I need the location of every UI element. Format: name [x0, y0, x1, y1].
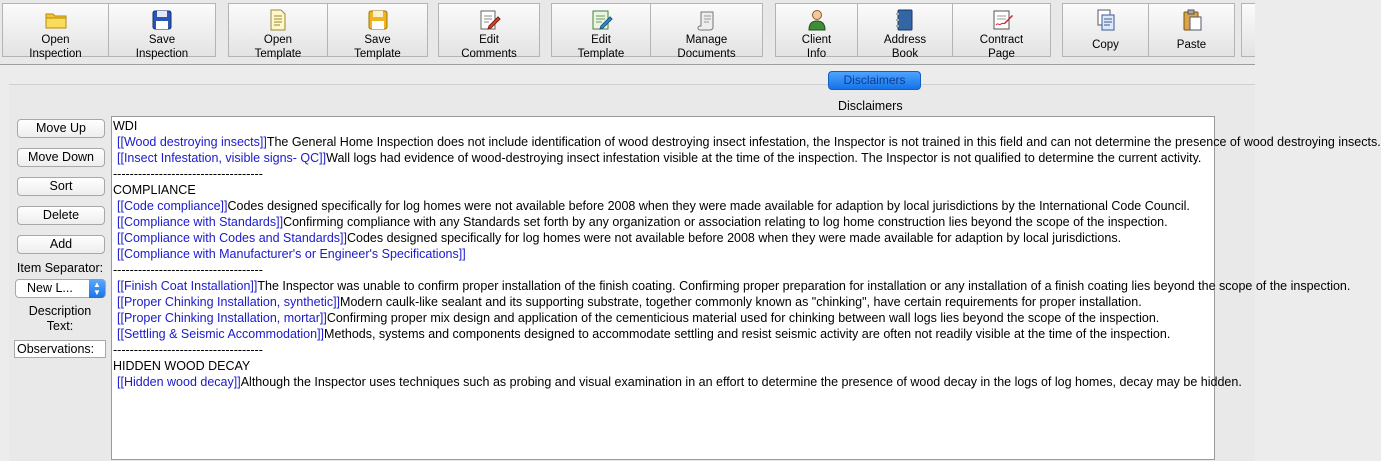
manage-documents-button[interactable]: Manage Documents	[651, 3, 763, 57]
section-header-line: HIDDEN WOOD DECAY	[113, 359, 251, 373]
disclaimer-text: Confirming proper mix design and application of the cementicious material used for chinking between wall logs lies beyond the scope of the inspection.	[326, 311, 1160, 325]
move-up-button[interactable]: Move Up	[17, 119, 105, 138]
toolbar-overflow-edge	[1241, 3, 1255, 57]
open-inspection-button[interactable]: Open Inspection	[2, 3, 109, 57]
panel-title: Disclaimers	[838, 99, 903, 113]
disclaimer-item-line	[117, 278, 1351, 294]
disclaimer-text: Although the Inspector uses techniques such as probing and visual examination in an effort to determine the presence of wood decay in the logs of log homes, decay may be hidden.	[240, 375, 1242, 389]
disclaimer-item-line	[117, 326, 1211, 342]
section-header-line: COMPLIANCE	[113, 183, 196, 197]
disclaimer-text: The Inspector was unable to confirm proper installation of the finish coating. Confirming proper preparation for installation or any installation of a finish coating lies beyond the scope of the inspection.	[257, 279, 1351, 293]
disclaimer-tag: [[Proper Chinking Installation, synthetic]]	[117, 295, 341, 309]
description-text-label: Description Text:	[28, 304, 92, 333]
disclaimer-item-line	[117, 230, 1211, 246]
disclaimer-tag: [[Insect Infestation, visible signs- QC]]	[117, 151, 327, 165]
disclaimer-text: Modern caulk-like sealant and its supporting substrate, together commonly known as "chinking", have certain requirements for proper installation.	[340, 295, 1142, 309]
disclaimer-tag: [[Wood destroying insects]]	[117, 135, 267, 149]
separator-line: ------------------------------------	[113, 263, 263, 277]
description-text-input[interactable]: Observations:	[14, 340, 106, 358]
paste-button[interactable]: Paste	[1149, 3, 1235, 57]
chevron-updown-icon: ▲ ▼	[89, 279, 105, 298]
contract-signature-icon	[990, 8, 1014, 32]
disclaimer-item-line	[117, 198, 1211, 214]
floppy-disk-yellow-icon	[366, 8, 390, 32]
save-template-button[interactable]: Save Template	[328, 3, 428, 57]
copy-button[interactable]: Copy	[1062, 3, 1149, 57]
client-info-button[interactable]: Client Info	[775, 3, 858, 57]
delete-button[interactable]: Delete	[17, 206, 105, 225]
section-header-line: WDI	[113, 119, 138, 133]
disclaimer-text: Codes designed specifically for log homes were not available before 2008 when they were made available for adaption by local jurisdictions by the International Code Council.	[227, 199, 1190, 213]
disclaimer-tag: [[Compliance with Manufacturer's or Engineer's Specifications]]	[117, 247, 466, 261]
add-button[interactable]: Add	[17, 235, 105, 254]
item-separator-label: Item Separator:	[16, 261, 104, 275]
edit-comments-button[interactable]: Edit Comments	[438, 3, 540, 57]
edit-template-icon	[589, 8, 613, 32]
disclaimer-item-line	[117, 134, 1381, 150]
person-icon	[805, 8, 829, 32]
folder-icon	[44, 8, 68, 32]
disclaimer-text: The General Home Inspection does not include identification of wood destroying insect infestation, the Inspector is not trained in this field and can not determine the presence of wood destroying insects.	[266, 135, 1381, 149]
separator-line: ------------------------------------	[113, 343, 263, 357]
address-book-icon	[893, 8, 917, 32]
separator-line: ------------------------------------	[113, 167, 263, 181]
disclaimer-tag: [[Compliance with Codes and Standards]]	[117, 231, 347, 245]
disclaimer-item-line	[117, 294, 1211, 310]
disclaimer-tag: [[Code compliance]]	[117, 199, 228, 213]
item-separator-select[interactable]	[15, 279, 106, 298]
edit-comments-icon	[477, 8, 501, 32]
copy-icon	[1094, 8, 1118, 32]
disclaimer-item-line	[117, 214, 1211, 230]
disclaimer-text: Wall logs had evidence of wood-destroying insect infestation visible at the time of the inspection. The Inspector is not qualified to determine the current activity.	[326, 151, 1202, 165]
contract-page-button[interactable]: Contract Page	[953, 3, 1051, 57]
disclaimer-tag: [[Compliance with Standards]]	[117, 215, 284, 229]
floppy-disk-icon	[150, 8, 174, 32]
disclaimer-item-line	[117, 374, 1242, 390]
disclaimer-tag: [[Finish Coat Installation]]	[117, 279, 258, 293]
sort-button[interactable]: Sort	[17, 177, 105, 196]
disclaimer-tag: [[Hidden wood decay]]	[117, 375, 241, 389]
address-book-button[interactable]: Address Book	[858, 3, 953, 57]
disclaimer-tag: [[Proper Chinking Installation, mortar]]	[117, 311, 327, 325]
open-template-button[interactable]: Open Template	[228, 3, 328, 57]
item-separator-value: New L...	[27, 281, 73, 295]
paste-icon	[1180, 8, 1204, 32]
disclaimer-item-line	[117, 150, 1211, 166]
disclaimer-text: Methods, systems and components designed to accommodate settling and resist seismic activity are often not readily visible at the time of the inspection.	[324, 327, 1171, 341]
disclaimer-tag: [[Settling & Seismic Accommodation]]	[117, 327, 325, 341]
main-toolbar	[0, 0, 1255, 65]
move-down-button[interactable]: Move Down	[17, 148, 105, 167]
disclaimer-text: Codes designed specifically for log homes were not available before 2008 when they were made available for adaption by local jurisdictions.	[347, 231, 1122, 245]
disclaimer-item-line	[117, 310, 1211, 326]
save-inspection-button[interactable]: Save Inspection	[109, 3, 216, 57]
edit-template-button[interactable]: Edit Template	[551, 3, 651, 57]
disclaimers-text-area[interactable]	[111, 116, 1381, 460]
tab-disclaimers[interactable]: Disclaimers	[828, 71, 921, 90]
scroll-icon	[695, 8, 719, 32]
disclaimer-text: Confirming compliance with any Standards set forth by any organization or association relating to log home construction lies beyond the scope of the inspection.	[283, 215, 1168, 229]
template-document-icon	[266, 8, 290, 32]
disclaimer-item-line	[117, 246, 1211, 262]
